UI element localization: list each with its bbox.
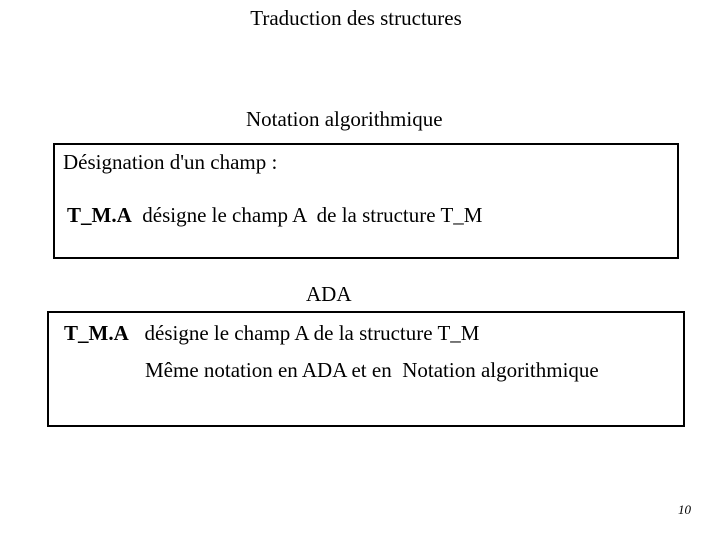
code-field-access-ada: T_M.A bbox=[64, 321, 129, 345]
section-heading-ada: ADA bbox=[306, 282, 352, 306]
page-number: 10 bbox=[678, 502, 691, 517]
field-designation-label: Désignation d'un champ : bbox=[63, 150, 278, 174]
slide-title: Traduction des structures bbox=[250, 6, 462, 30]
ada-example-text: désigne le champ A de la structure T_M bbox=[128, 321, 480, 345]
ada-box bbox=[47, 311, 685, 427]
code-field-access: T_M.A bbox=[67, 203, 132, 227]
notation-box bbox=[53, 143, 679, 259]
same-notation-note: Même notation en ADA et en Notation algorithmique bbox=[145, 358, 599, 382]
notation-example-line bbox=[67, 203, 482, 228]
notation-example-text: désigne le champ A de la structure T_M bbox=[131, 203, 483, 227]
section-heading-notation: Notation algorithmique bbox=[246, 107, 443, 131]
ada-example-line bbox=[64, 321, 479, 346]
